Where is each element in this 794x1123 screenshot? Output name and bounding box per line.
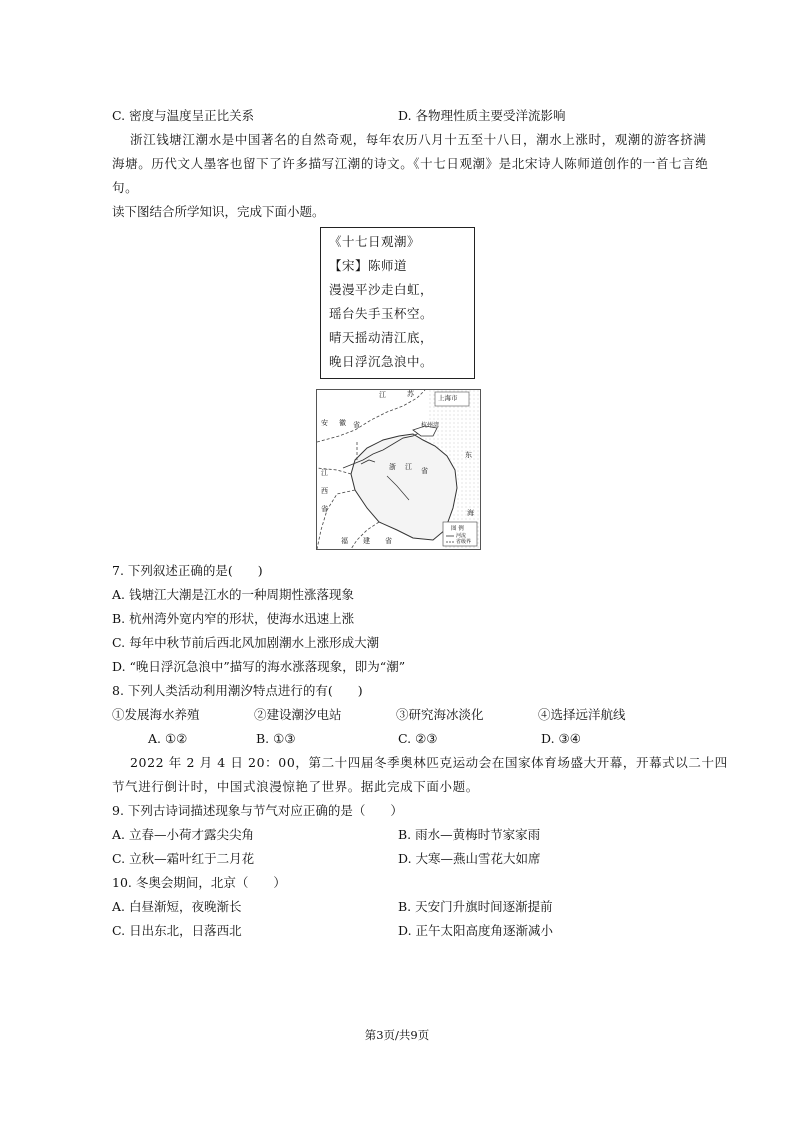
olympics-paragraph-line-1: 2022 年 2 月 4 日 20：00，第二十四届冬季奥林匹克运动会在国家体育场盛大开幕，开幕式以二十四 [130, 755, 728, 770]
page-footer: 第3页/共9页 [364, 1028, 430, 1042]
poem-line-1: 漫漫平沙走白虹， [329, 282, 434, 297]
q8-option-b: B. ①③ [256, 731, 296, 746]
map-label-east: 东 [465, 451, 472, 459]
q7-option-b: B. 杭州湾外宽内窄的形状，使海水迅速上涨 [112, 611, 355, 626]
q10-stem: 10. 冬奥会期间，北京（ ） [112, 875, 286, 890]
q8-option-d: D. ③④ [541, 731, 581, 746]
map-label-zhejiang-3: 省 [421, 467, 428, 475]
intro-paragraph-line-1: 浙江钱塘江潮水是中国著名的自然奇观，每年农历八月十五至十八日，潮水上涨时，观潮的游客挤满 [130, 132, 707, 147]
q10-option-c: C. 日出东北，日落西北 [112, 923, 242, 938]
map-label-anhui-1: 安 [321, 419, 328, 427]
map-label-fujian-1: 福 [341, 537, 348, 545]
q9-option-c: C. 立秋—霜叶红于二月花 [112, 851, 255, 866]
q7-stem: 7. 下列叙述正确的是( ) [112, 563, 263, 578]
map-label-jiangxi-1: 江 [321, 469, 328, 477]
poem-box [320, 227, 475, 379]
map-label-jiangsu-2: 苏 [407, 390, 414, 398]
q8-option-c: C. ②③ [398, 731, 438, 746]
olympics-paragraph-line-2: 节气进行倒计时，中国式浪漫惊艳了世界。据此完成下面小题。 [112, 779, 479, 794]
q9-option-b: B. 雨水—黄梅时节家家雨 [398, 827, 541, 842]
q10-option-a: A. 白昼渐短，夜晚渐长 [112, 899, 242, 914]
q9-option-a: A. 立春—小荷才露尖尖角 [112, 827, 254, 842]
q7-option-a: A. 钱塘江大潮是江水的一种周期性涨落现象 [112, 587, 354, 602]
q8-item-4: ④选择远洋航线 [538, 707, 626, 722]
map-legend-title: 图 例 [451, 526, 464, 532]
map-label-zhejiang-1: 浙 [389, 463, 396, 471]
poem-title: 《十七日观潮》 [329, 234, 421, 249]
q7-option-c: C. 每年中秋节前后西北风加剧潮水上涨形成大潮 [112, 635, 380, 650]
q8-item-2: ②建设潮汐电站 [254, 707, 342, 722]
zhejiang-map [316, 389, 481, 550]
poem-author: 【宋】陈师道 [329, 258, 408, 273]
map-label-anhui-3: 省 [353, 421, 360, 429]
map-legend-border: 省级界 [456, 539, 472, 545]
q8-stem: 8. 下列人类活动利用潮汐特点进行的有( ) [112, 683, 363, 698]
intro-paragraph-line-2: 海塘。历代文人墨客也留下了许多描写江潮的诗文。《十七日观潮》是北宋诗人陈师道创作的一首七言绝 [112, 156, 709, 171]
map-label-jiangsu-1: 江 [379, 391, 386, 399]
map-label-zhejiang-2: 江 [405, 463, 412, 471]
map-label-anhui-2: 徽 [339, 419, 346, 427]
map-label-shanghai: 上海市 [438, 394, 458, 402]
q9-stem: 9. 下列古诗词描述现象与节气对应正确的是（ ） [112, 803, 403, 818]
q8-item-1: ①发展海水养殖 [112, 707, 200, 722]
poem-line-2: 瑶台失手玉杯空。 [329, 306, 434, 321]
map-label-fujian-3: 省 [385, 537, 392, 545]
map-label-sea: 海 [467, 509, 474, 517]
q8-option-a: A. ①② [148, 731, 188, 746]
poem-line-3: 晴天摇动清江底， [329, 330, 434, 345]
map-label-fujian-2: 建 [363, 537, 370, 545]
q7-option-d: D. “晚日浮沉急浪中”描写的海水涨落现象，即为“潮” [112, 659, 406, 674]
instruction: 读下图结合所学知识，完成下面小题。 [112, 204, 325, 219]
q10-option-d: D. 正午太阳高度角逐渐减小 [398, 923, 554, 938]
intro-paragraph-line-3: 句。 [112, 180, 139, 195]
q8-item-3: ③研究海冰淡化 [396, 707, 484, 722]
poem-line-4: 晚日浮沉急浪中。 [329, 354, 434, 369]
map-label-jiangxi-2: 西 [321, 487, 328, 495]
q10-option-b: B. 天安门升旗时间逐渐提前 [398, 899, 553, 914]
q9-option-d: D. 大寒—燕山雪花大如席 [398, 851, 541, 866]
map-label-hangzhou-bay: 杭州湾 [421, 422, 440, 429]
map-label-jiangxi-3: 省 [321, 505, 328, 513]
map-legend-river: 河流 [456, 533, 467, 539]
q6-option-c: C. 密度与温度呈正比关系 [112, 108, 255, 123]
q6-option-d: D. 各物理性质主要受洋流影响 [398, 108, 566, 123]
